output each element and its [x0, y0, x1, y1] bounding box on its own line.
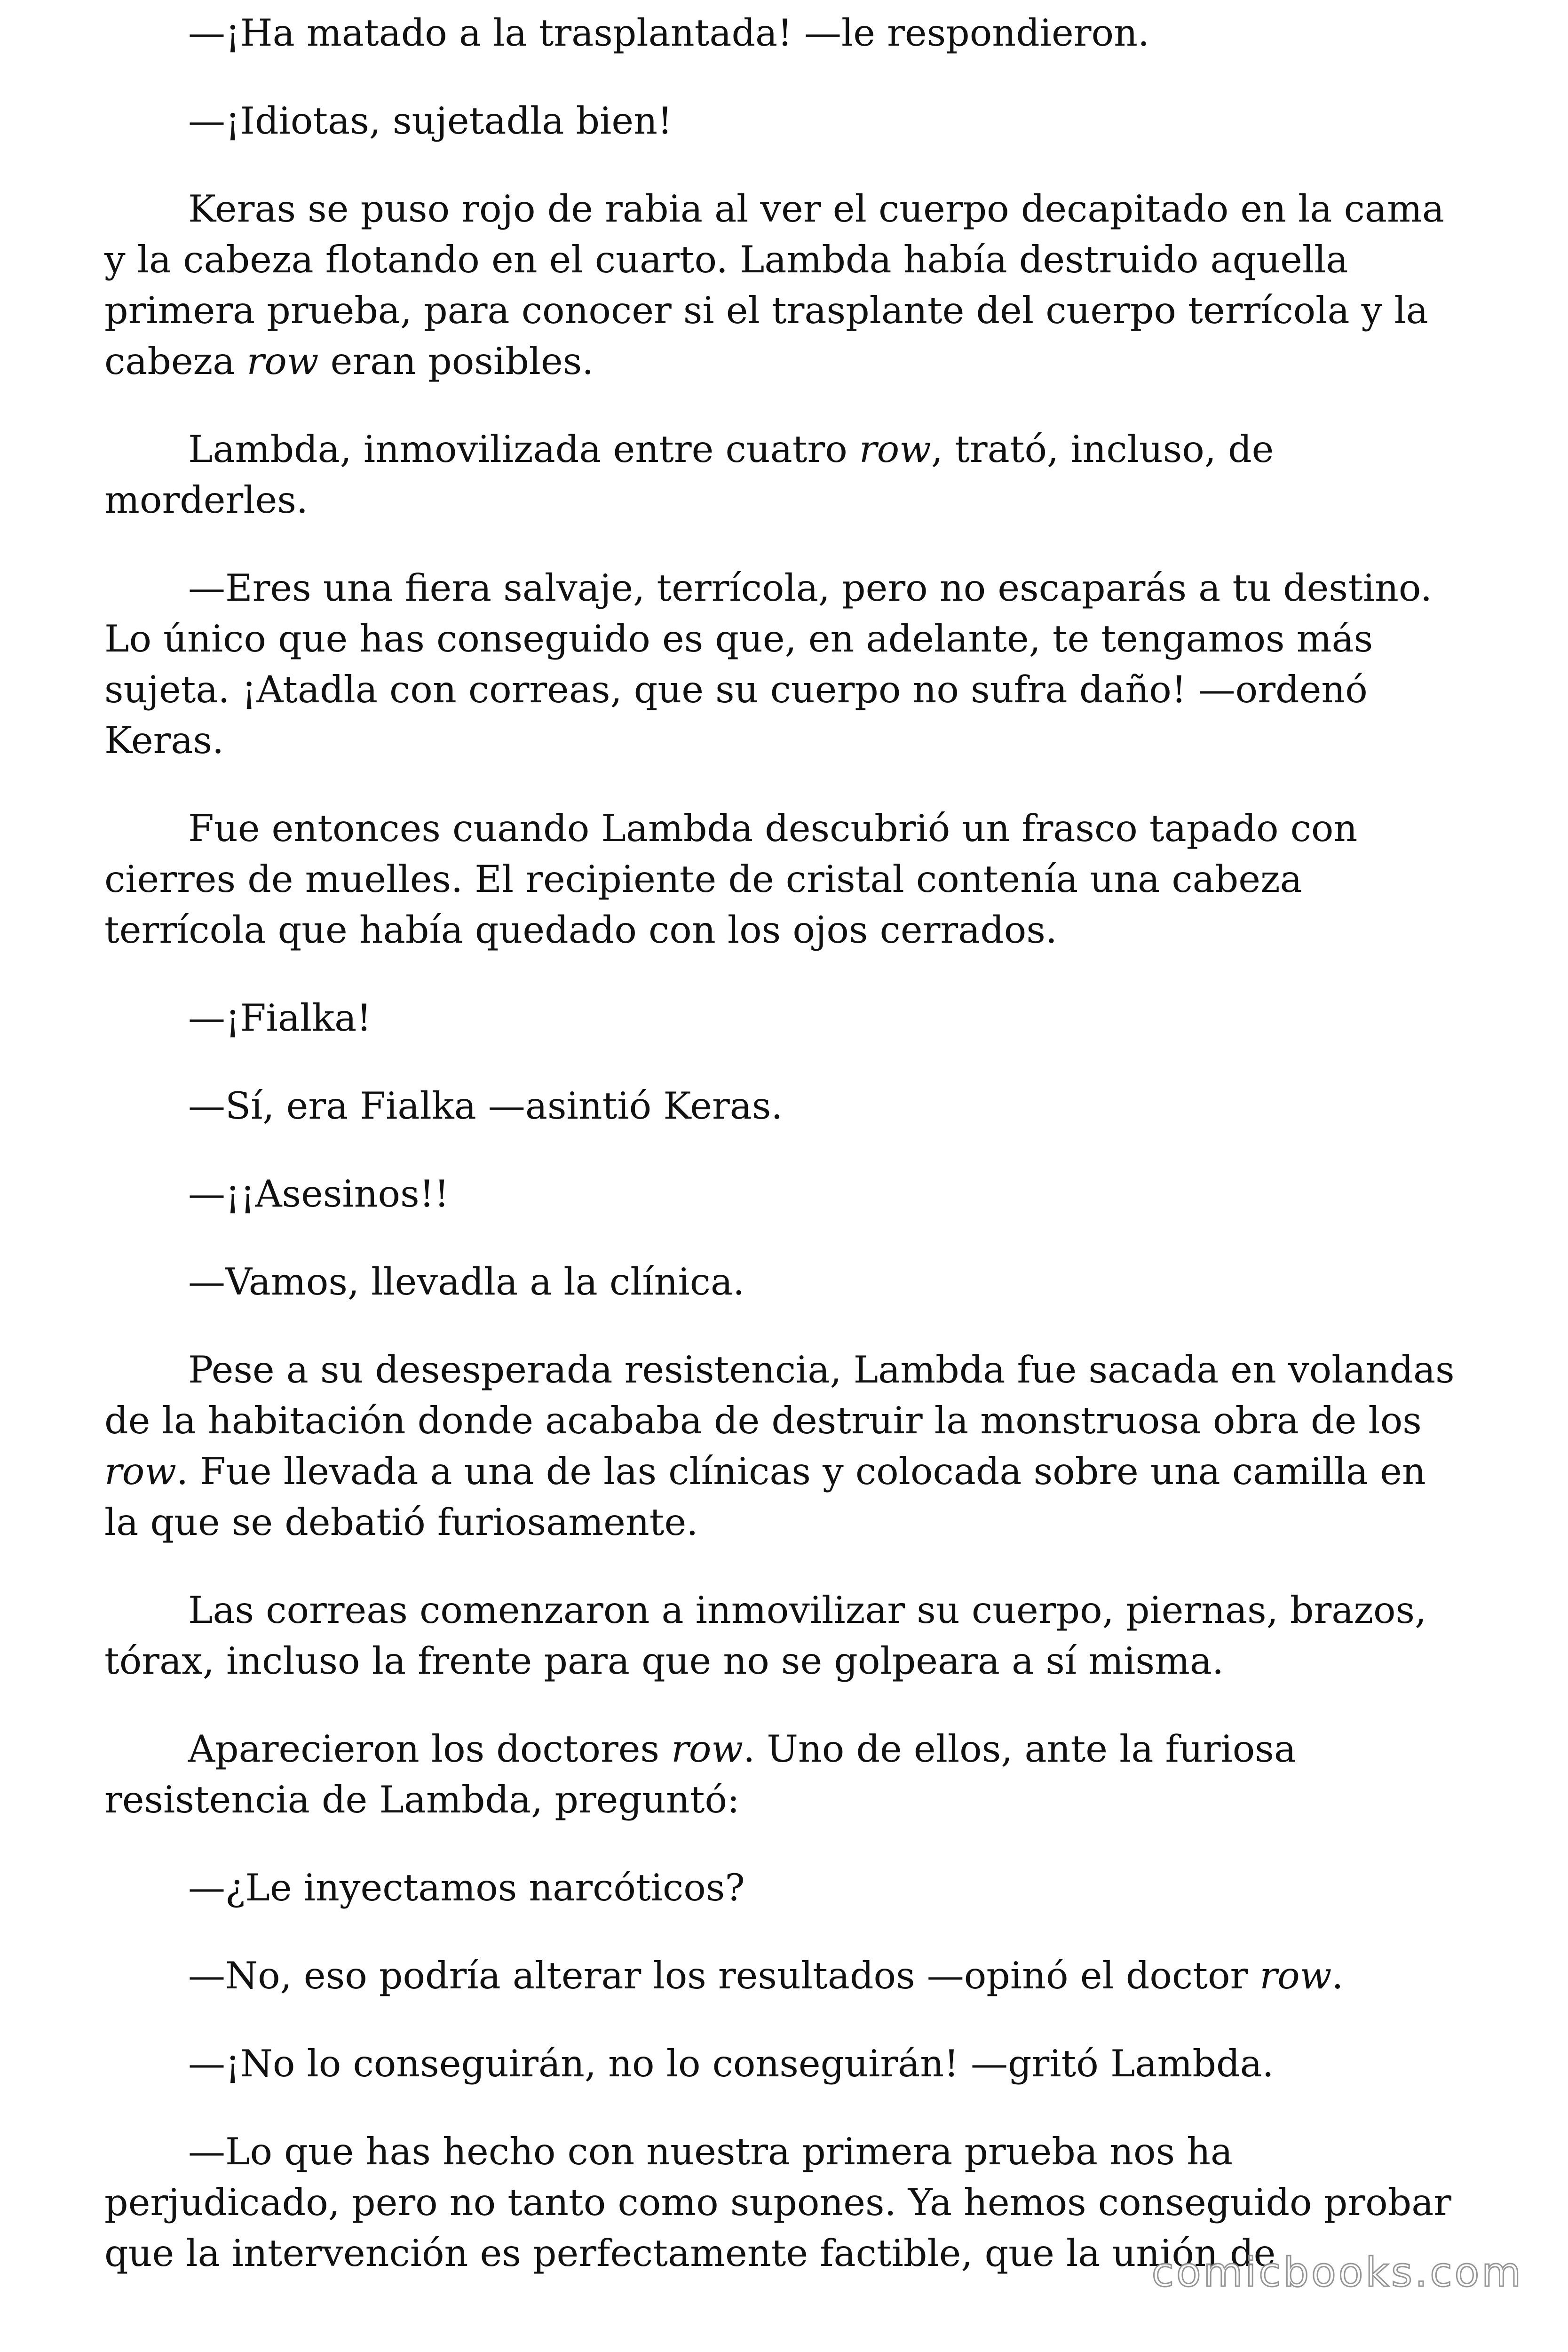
text-run: Fue entonces cuando Lambda descubrió un frasco tapado con cierres de muelles. El recipiente de cristal contenía una cabeza terrícola que había quedado con los ojos cerrados. [104, 807, 1358, 952]
text-run: . [1331, 1954, 1344, 1997]
text-run: —¡Ha matado a la trasplantada! —le respondieron. [188, 11, 1150, 55]
body-text [104, 8, 1464, 2316]
text-run: , trató, incluso, de morderles. [104, 428, 1274, 522]
text-run: Las correas comenzaron a inmovilizar su cuerpo, piernas, brazos, tórax, incluso la frente para que no se golpeara a sí misma. [104, 1589, 1427, 1683]
paragraph [104, 1950, 1464, 2001]
text-run: —No, eso podría alterar los resultados —opinó el doctor [188, 1954, 1260, 1997]
text-run: . Uno de ellos, ante la furiosa resistencia de Lambda, preguntó: [104, 1727, 1296, 1821]
paragraph [104, 993, 1464, 1043]
text-run: —¡Fialka! [188, 996, 372, 1040]
paragraph [104, 1862, 1464, 1913]
italic-text: row [1259, 1954, 1332, 1997]
italic-text: row [246, 340, 319, 383]
text-run: —Sí, era Fialka —asintió Keras. [188, 1084, 783, 1128]
text-run: —¡Idiotas, sujetadla bien! [188, 99, 673, 143]
text-run: —Lo que has hecho con nuestra primera prueba nos ha perjudicado, pero no tanto como supones. Ya hemos conseguido probar que la intervención es perfectamente factible, que la unión de [104, 2130, 1452, 2275]
text-run: Aparecieron los doctores [188, 1727, 672, 1771]
watermark: comicbooks.com [1151, 2249, 1523, 2296]
paragraph [104, 563, 1464, 766]
paragraph [104, 803, 1464, 955]
paragraph [104, 1256, 1464, 1307]
paragraph [104, 1168, 1464, 1219]
text-run: —¡No lo conseguirán, no lo conseguirán! —gritó Lambda. [188, 2042, 1274, 2085]
text-run: —¡¡Asesinos!! [188, 1172, 450, 1216]
text-run: —¿Le inyectamos narcóticos? [188, 1866, 745, 1909]
text-run: Lambda, inmovilizada entre cuatro [188, 428, 859, 471]
italic-text: row [671, 1727, 744, 1771]
text-run: . Fue llevada a una de las clínicas y colocada sobre una camilla en la que se debatió furiosamente. [104, 1450, 1426, 1544]
paragraph [104, 1344, 1464, 1548]
paragraph [104, 1724, 1464, 1825]
paragraph [104, 424, 1464, 525]
paragraph [104, 1585, 1464, 1686]
italic-text: row [104, 1450, 176, 1493]
paragraph [104, 183, 1464, 387]
text-run: Pese a su desesperada resistencia, Lambda fue sacada en volandas de la habitación donde acababa de destruir la monstruosa obra de los [104, 1348, 1455, 1442]
paragraph [104, 8, 1464, 58]
text-run: —Vamos, llevadla a la clínica. [188, 1260, 745, 1303]
italic-text: row [859, 428, 931, 471]
paragraph [104, 2038, 1464, 2089]
text-run: eran posibles. [318, 340, 594, 383]
paragraph [104, 95, 1464, 146]
text-run: Keras se puso rojo de rabia al ver el cuerpo decapitado en la cama y la cabeza flotando en el cuarto. Lambda había destruido aquella primera prueba, para conocer si el trasplante del cuerpo terrícola y la cabeza [104, 187, 1444, 383]
text-run: —Eres una fiera salvaje, terrícola, pero no escaparás a tu destino. Lo único que has conseguido es que, en adelante, te tengamos más sujeta. ¡Atadla con correas, que su cuerpo no sufra daño! —ordenó Keras. [104, 566, 1433, 762]
paragraph [104, 1081, 1464, 1131]
